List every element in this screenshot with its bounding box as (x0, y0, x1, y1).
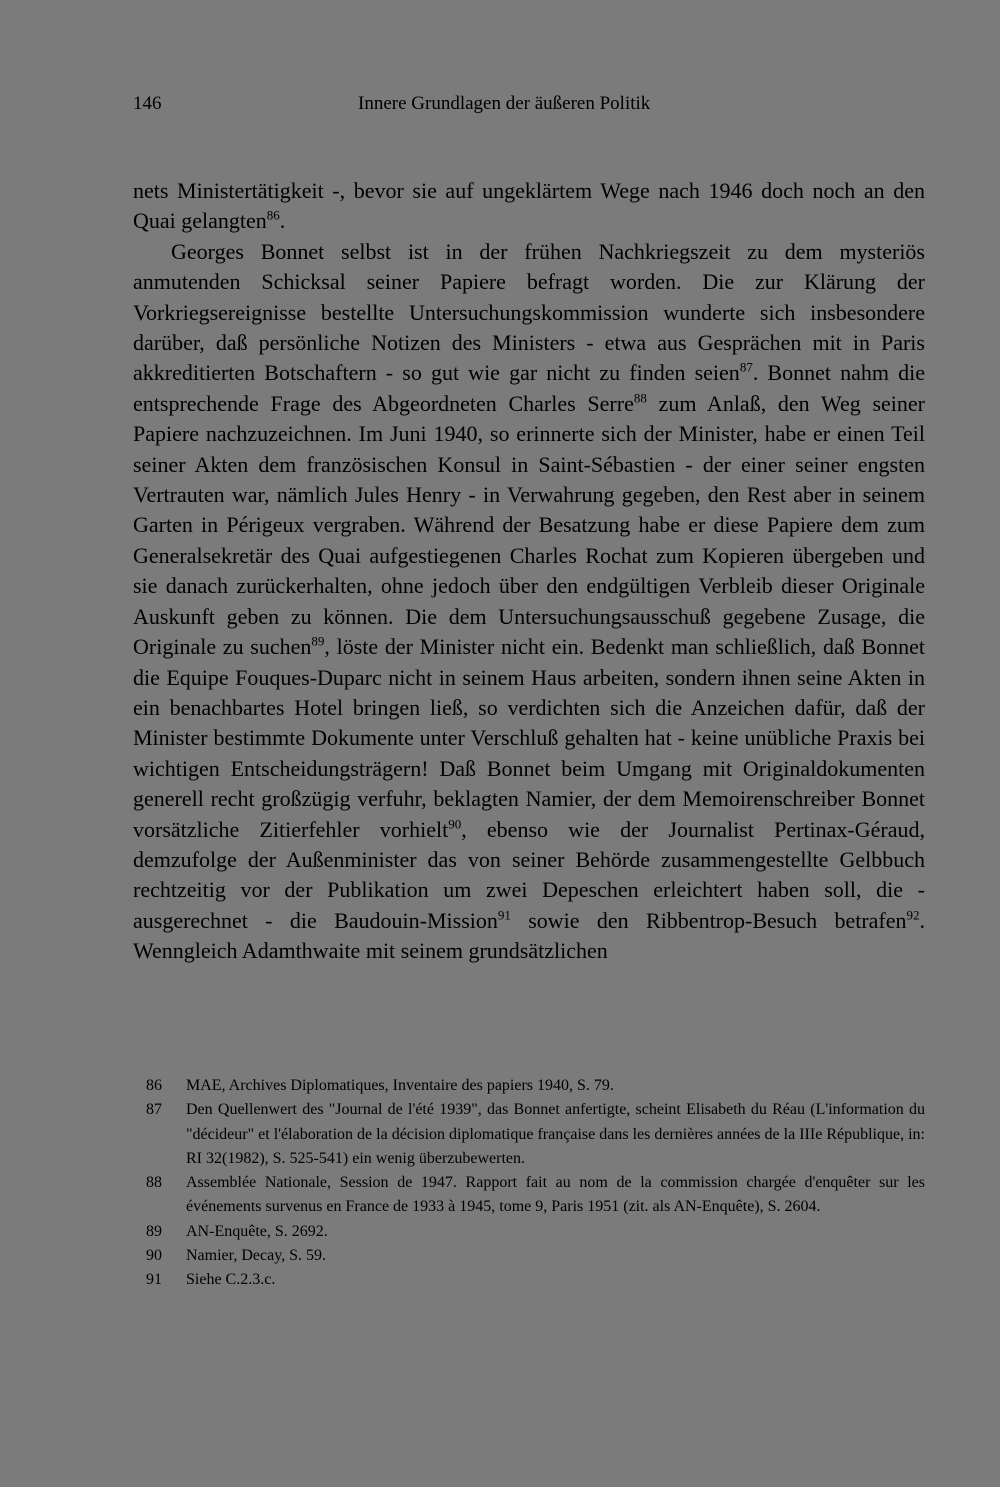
text-run: zum Anlaß, den Weg seiner Papiere nachzuzeichnen. Im Juni 1940, so erinnerte sich der Minister, habe er einen Teil seiner Akten dem französischen Konsul in Saint-Sébastien - der einer seiner engsten Vertrauten war, nämlich Jules Henry - in Verwahrung gegeben, den Rest aber in seinem Garten in Périgeux vergraben. Während der Besatzung habe er diese Papiere dem zum Generalsekretär des Quai aufgestiegenen Charles Rochat zum Kopieren übergeben und sie danach zurückerhalten, ohne jedoch über den endgültigen Verbleib dieser Originale Auskunft geben zu können. Die dem Untersuchungsausschuß gegebene Zusage, die Originale zu suchen (133, 390, 925, 660)
footnote-ref: 91 (497, 907, 511, 923)
footnote (146, 1268, 925, 1292)
text-run: . Bonnet nahm die entsprechende Frage des Abgeordneten Charles Serre (133, 360, 925, 416)
text-run: . Wenngleich Adamthwaite mit seinem grundsätzlichen (133, 907, 926, 964)
footnote-ref: 92 (906, 907, 920, 923)
paragraph (133, 176, 925, 237)
footnote-text: Den Quellenwert des "Journal de l'été 1939", das Bonnet anfertigte, scheint Elisabeth du Réau (L'information du "décideur" et l'élaboration de la décision diplomatique française dans les dernières années de la IIIe République, in: RI 32(1982), S. 525-541) ein wenig überzubewerten. (186, 1101, 925, 1167)
page-header (133, 90, 925, 118)
footnote-text: MAE, Archives Diplomatiques, Inventaire des papiers 1940, S. 79. (186, 1077, 614, 1094)
footnote (146, 1220, 925, 1244)
running-title: Innere Grundlagen der äußeren Politik (358, 93, 651, 114)
footnote-number: 88 (146, 1174, 162, 1192)
footnote-ref: 86 (266, 208, 280, 224)
footnote-number: 89 (146, 1222, 162, 1240)
footnote-ref: 88 (633, 390, 647, 406)
footnote-ref: 89 (311, 633, 325, 649)
paragraph (133, 237, 925, 967)
footnote-number: 86 (146, 1077, 162, 1094)
footnote-number: 87 (146, 1101, 162, 1119)
footnote-text: Assemblée Nationale, Session de 1947. Rapport fait au nom de la commission chargée d'enquêter sur les événements survenus en France de 1933 à 1945, tome 9, Paris 1951 (zit. als AN-Enquête), S. 2604. (186, 1174, 925, 1216)
text-run: . (279, 208, 286, 234)
text-run: , ebenso wie der Journalist Pertinax-Géraud, demzufolge der Außenminister das von seiner Behörde zusammengestellte Gelbbuch rechtzeitig vor der Publikation um zwei Depeschen erleichtert haben soll, die - ausgerechnet - die Baudouin-Mission (133, 816, 925, 933)
footnote-number: 91 (146, 1271, 162, 1289)
text-run: nets Ministertätigkeit -, bevor sie auf ungeklärtem Wege nach 1946 doch noch an den Quai gelangten (133, 178, 925, 234)
footnote-ref: 87 (739, 360, 753, 376)
footnote (146, 1074, 925, 1098)
footnote (146, 1244, 925, 1268)
main-text (133, 176, 925, 967)
text-run: sowie den Ribbentrop-Besuch betrafen (510, 907, 907, 933)
footnote-text: Namier, Decay, S. 59. (186, 1247, 327, 1265)
text-run: , löste der Minister nicht ein. Bedenkt man schließlich, daß Bonnet die Equipe Fouques-Duparc nicht in seinem Haus arbeiten, sondern ihnen seine Akten in ein benachbartes Hotel bringen ließ, so verdichten sich die Anzeichen dafür, daß der Minister bestimmte Dokumente unter Verschluß gehalten hat - keine unübliche Praxis bei wichtigen Entscheidungsträgern! Daß Bonnet beim Umgang mit Originaldokumenten generell recht großzügig verfuhr, beklagten Namier, der dem Memoirenschreiber Bonnet vorsätzliche Zitierfehler vorhielt (133, 634, 926, 842)
footnote (146, 1098, 925, 1171)
text-run: Georges Bonnet selbst ist in der frühen Nachkriegszeit zu dem mysteriös anmutenden Schicksal seiner Papiere befragt worden. Die zur Klärung der Vorkriegsereignisse bestellte Untersuchungskommission wunderte sich insbesondere darüber, daß persönliche Notizen des Ministers - etwa aus Gesprächen mit in Paris akkreditierten Botschaftern - so gut wie gar nicht zu finden seien (133, 238, 925, 386)
footnote-ref: 90 (448, 816, 462, 832)
page-number: 146 (133, 93, 162, 114)
footnotes (146, 1074, 925, 1293)
footnote (146, 1171, 925, 1220)
footnote-text: AN-Enquête, S. 2692. (186, 1222, 328, 1240)
footnote-number: 90 (146, 1247, 162, 1265)
footnote-text: Siehe C.2.3.c. (186, 1271, 276, 1289)
